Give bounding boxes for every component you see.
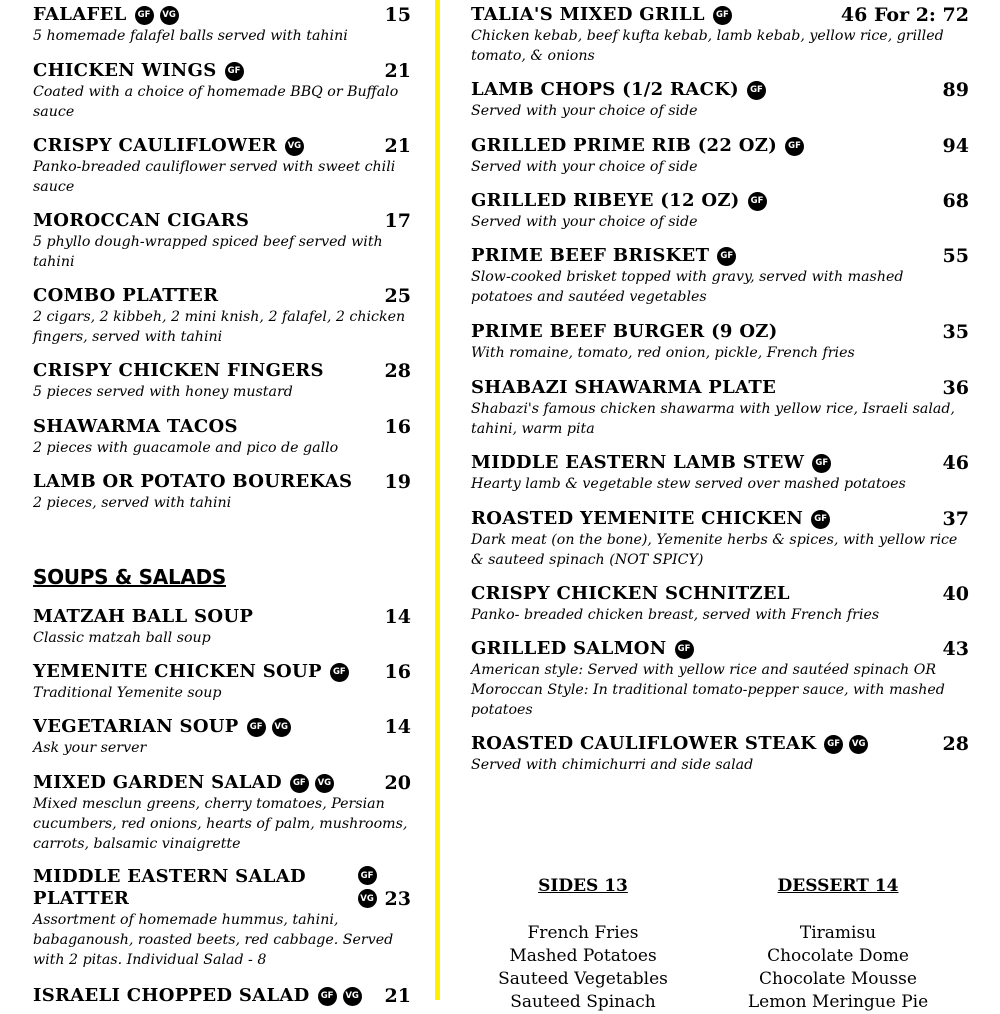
item-description: Dark meat (on the bone), Yemenite herbs & spices, with yellow rice & sauteed spinach (NOT SPICY): [471, 532, 958, 568]
item-name: YEMENITE CHICKEN SOUP: [33, 661, 322, 682]
item-description: Served with your choice of side: [471, 103, 698, 119]
item-price: 46 For 2: 72: [840, 4, 969, 26]
item-name: PRIME BEEF BURGER (9 OZ): [471, 321, 778, 342]
list-item: Lemon Meringue Pie: [747, 992, 929, 1012]
item-description: Slow-cooked brisket topped with gravy, served with mashed potatoes and sautéed vegetables: [471, 269, 904, 305]
item-name: GRILLED SALMON: [471, 638, 667, 659]
item-price: 28: [384, 360, 411, 382]
menu-item-crispy-chicken-fingers: [33, 360, 411, 402]
item-name: MIDDLE EASTERN SALAD: [33, 866, 306, 887]
item-description: 5 phyllo dough-wrapped spiced beef served with tahini: [33, 234, 383, 270]
vegan-icon: VG: [849, 735, 868, 754]
list-item: Sauteed Vegetables: [498, 969, 668, 989]
sides-title: SIDES 13: [538, 876, 628, 896]
item-name: TALIA'S MIXED GRILL: [471, 4, 705, 25]
dessert-list: [723, 922, 953, 1014]
item-price: 25: [384, 285, 411, 307]
gluten-free-icon: GF: [824, 735, 843, 754]
menu-item-lamb-chops-1-2-rack: [471, 79, 969, 121]
menu-item-roasted-cauliflower-steak: [471, 733, 969, 775]
list-item: Chocolate Mousse: [759, 969, 917, 989]
item-description: Served with chimichurri and side salad: [471, 757, 754, 773]
menu-item-moroccan-cigars: [33, 210, 411, 272]
yellow-divider: [435, 0, 440, 1000]
item-price: 28: [942, 733, 969, 755]
item-price: 89: [942, 79, 969, 101]
menu-item-lamb-or-potato-bourekas: [33, 471, 411, 513]
gluten-free-icon: GF: [747, 81, 766, 100]
menu-item-vegetarian-soup: [33, 716, 411, 758]
item-name: LAMB OR POTATO BOUREKAS: [33, 471, 353, 492]
item-description: Traditional Yemenite soup: [33, 685, 222, 701]
list-item: French Fries: [527, 923, 639, 943]
item-price: 21: [384, 60, 411, 82]
dessert-title: DESSERT 14: [777, 876, 899, 896]
gluten-free-icon: GF: [675, 640, 694, 659]
item-description: Classic matzah ball soup: [33, 630, 211, 646]
item-price: 21: [384, 985, 411, 1007]
list-item: Sauteed Spinach: [510, 992, 656, 1012]
item-price: 35: [942, 321, 969, 343]
menu-item-falafel: [33, 4, 411, 46]
item-price: 16: [384, 416, 411, 438]
menu-item-israeli-chopped-salad: [33, 985, 411, 1007]
item-price: 36: [942, 377, 969, 399]
item-price: 21: [384, 135, 411, 157]
item-name-line2: PLATTER: [33, 888, 130, 909]
item-description: Served with your choice of side: [471, 159, 698, 175]
item-price: 43: [942, 638, 969, 660]
gluten-free-icon: GF: [812, 454, 831, 473]
vegan-icon: VG: [285, 137, 304, 156]
gluten-free-icon: GF: [330, 663, 349, 682]
item-price: 14: [384, 606, 411, 628]
menu-item-mixed-garden-salad: [33, 772, 411, 854]
item-name: FALAFEL: [33, 4, 127, 25]
item-description: 2 pieces with guacamole and pico de gallo: [33, 440, 339, 456]
menu-item-shawarma-tacos: [33, 416, 411, 458]
item-name: GRILLED PRIME RIB (22 OZ): [471, 135, 778, 156]
item-name: CRISPY CHICKEN SCHNITZEL: [471, 583, 790, 604]
gluten-free-icon: GF: [717, 247, 736, 266]
menu-item-shabazi-shawarma-plate: [471, 377, 969, 439]
vegan-icon: VG: [160, 6, 179, 25]
menu-item-talia-s-mixed-grill: [471, 4, 969, 66]
vegan-icon: VG: [272, 718, 291, 737]
item-price: 55: [942, 245, 969, 267]
item-name: ROASTED YEMENITE CHICKEN: [471, 508, 804, 529]
item-name: MOROCCAN CIGARS: [33, 210, 250, 231]
item-name: MIDDLE EASTERN LAMB STEW: [471, 452, 805, 473]
gluten-free-icon: GF: [785, 137, 804, 156]
menu-item-chicken-wings: [33, 60, 411, 122]
item-name: LAMB CHOPS (1/2 RACK): [471, 79, 739, 100]
item-price: 46: [942, 452, 969, 474]
item-name: CRISPY CAULIFLOWER: [33, 135, 277, 156]
item-description: Assortment of homemade hummus, tahini, babaganoush, roasted beets, red cabbage. Served with 2 pitas. Individual Salad - 8: [33, 912, 394, 968]
menu-item-yemenite-chicken-soup: [33, 661, 411, 703]
item-description: Chicken kebab, beef kufta kebab, lamb kebab, yellow rice, grilled tomato, & onions: [471, 28, 944, 64]
menu-item-crispy-chicken-schnitzel: [471, 583, 969, 625]
item-name: CRISPY CHICKEN FINGERS: [33, 360, 324, 381]
gluten-free-icon: GF: [135, 6, 154, 25]
menu-item-combo-platter: [33, 285, 411, 347]
list-item: Mashed Potatoes: [509, 946, 657, 966]
item-description: Panko-breaded cauliflower served with sweet chili sauce: [33, 159, 396, 195]
gluten-free-icon: GF: [225, 62, 244, 81]
item-description: Coated with a choice of homemade BBQ or Buffalo sauce: [33, 84, 399, 120]
item-name: GRILLED RIBEYE (12 OZ): [471, 190, 740, 211]
sides-list: [468, 922, 698, 1014]
item-description: Hearty lamb & vegetable stew served over mashed potatoes: [471, 476, 906, 492]
menu-item-prime-beef-burger-9-oz: [471, 321, 969, 363]
item-description: Mixed mesclun greens, cherry tomatoes, Persian cucumbers, red onions, hearts of palm, mushrooms, carrots, balsamic vinaigrette: [33, 796, 408, 852]
item-name: SHAWARMA TACOS: [33, 416, 238, 437]
item-name: CHICKEN WINGS: [33, 60, 217, 81]
item-price: 23: [384, 888, 411, 910]
gluten-free-icon: GF: [358, 866, 377, 885]
item-price: 20: [384, 772, 411, 794]
menu-item-crispy-cauliflower: [33, 135, 411, 197]
menu-item-middle-eastern-salad: [33, 866, 411, 970]
item-name: MATZAH BALL SOUP: [33, 606, 254, 627]
item-price: 19: [384, 471, 411, 493]
item-description: With romaine, tomato, red onion, pickle, French fries: [471, 345, 855, 361]
vegan-icon: VG: [343, 987, 362, 1006]
vegan-icon: VG: [315, 774, 334, 793]
item-description: 5 homemade falafel balls served with tahini: [33, 28, 348, 44]
item-price: 14: [384, 716, 411, 738]
item-price: 37: [942, 508, 969, 530]
gluten-free-icon: GF: [713, 6, 732, 25]
gluten-free-icon: GF: [247, 718, 266, 737]
list-item: Tiramisu: [799, 923, 877, 943]
item-price: 94: [942, 135, 969, 157]
item-name: PRIME BEEF BRISKET: [471, 245, 710, 266]
item-price: 68: [942, 190, 969, 212]
item-name: ISRAELI CHOPPED SALAD: [33, 985, 310, 1006]
dessert-section: [723, 876, 953, 1014]
item-description: Panko- breaded chicken breast, served with French fries: [471, 607, 880, 623]
menu-item-middle-eastern-lamb-stew: [471, 452, 969, 494]
menu-item-roasted-yemenite-chicken: [471, 508, 969, 570]
gluten-free-icon: GF: [290, 774, 309, 793]
menu-item-grilled-prime-rib-22-oz: [471, 135, 969, 177]
soups-salads-title: SOUPS & SALADS: [33, 565, 226, 589]
item-name: SHABAZI SHAWARMA PLATE: [471, 377, 777, 398]
item-description: American style: Served with yellow rice and sautéed spinach OR Moroccan Style: In traditional tomato-pepper sauce, with mashed potatoes: [471, 662, 945, 718]
menu-item-grilled-salmon: [471, 638, 969, 720]
vegan-icon: VG: [358, 889, 377, 908]
menu-item-matzah-ball-soup: [33, 606, 411, 648]
item-name: VEGETARIAN SOUP: [33, 716, 239, 737]
menu-item-grilled-ribeye-12-oz: [471, 190, 969, 232]
item-price: 17: [384, 210, 411, 232]
item-price: 40: [942, 583, 969, 605]
item-description: 5 pieces served with honey mustard: [33, 384, 293, 400]
item-description: 2 pieces, served with tahini: [33, 495, 232, 511]
item-description: Ask your server: [33, 740, 147, 756]
list-item: Chocolate Dome: [767, 946, 909, 966]
gluten-free-icon: GF: [318, 987, 337, 1006]
sides-section: [468, 876, 698, 1014]
item-price: 16: [384, 661, 411, 683]
gluten-free-icon: GF: [748, 192, 767, 211]
item-name: COMBO PLATTER: [33, 285, 219, 306]
item-name: MIXED GARDEN SALAD: [33, 772, 282, 793]
gluten-free-icon: GF: [811, 510, 830, 529]
item-description: Shabazi's famous chicken shawarma with yellow rice, Israeli salad, tahini, warm pita: [471, 401, 955, 437]
menu-item-prime-beef-brisket: [471, 245, 969, 307]
item-description: 2 cigars, 2 kibbeh, 2 mini knish, 2 falafel, 2 chicken fingers, served with tahini: [33, 309, 406, 345]
item-name: ROASTED CAULIFLOWER STEAK: [471, 733, 817, 754]
item-price: 15: [384, 4, 411, 26]
item-description: Served with your choice of side: [471, 214, 698, 230]
